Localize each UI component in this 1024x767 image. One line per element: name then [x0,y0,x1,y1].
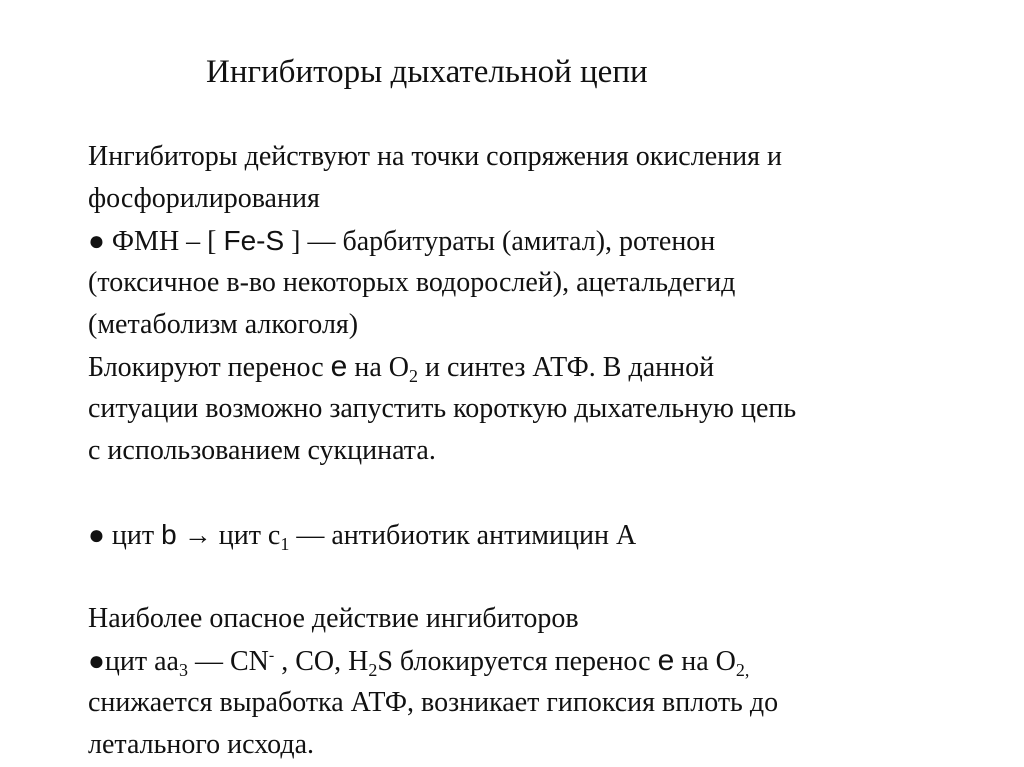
bullet-icon: ● [88,646,105,677]
to-oxygen-text: на О [674,646,736,677]
oxygen-subscript: 2 [408,366,418,386]
cyanide-text: — CN [187,646,269,677]
cyt-c-subscript: 1 [280,534,290,554]
bullet-fmn-line-2: (токсичное в-во некоторых водорослей), ацетальдегид [88,267,736,298]
electron-symbol: е [657,644,675,677]
cyt-c-arrow-text: → цит с [176,520,281,551]
bullet-cytochrome-aa3-line-2: снижается выработка АТФ, возникает гипоксия вплоть до [88,687,779,718]
electron-symbol: е [330,350,348,383]
dangerous-action-heading: Наиболее опасное действие ингибиторов [88,603,579,634]
block-paragraph-line-2: ситуации возможно запустить короткую дыхательную цепь [88,393,797,424]
blocks-transfer-text: S блокируется перенос [377,646,658,677]
fes-text: Fe-S [223,225,285,256]
bullet-fmn-line-3: (метаболизм алкоголя) [88,309,359,340]
block-paragraph-line-3: с использованием сукцината. [88,435,436,466]
slide-title: Ингибиторы дыхательной цепи [206,54,648,90]
block-text-pre: Блокируют перенос [88,352,331,383]
spacer [88,472,998,514]
paragraph-intro-line-2: фосфорилирования [88,183,320,214]
bullet-fmn-line-1 [88,220,998,262]
cyt-aa-text: цит аа [104,646,179,677]
block-paragraph-line-1 [88,346,998,388]
block-text-post: и синтез АТФ. В данной [417,352,715,383]
h2s-subscript: 2 [368,660,378,680]
fmn-text: ФМН – [ [111,226,224,257]
antimycin-text: — антибиотик антимицин А [289,520,637,551]
bullet-icon: ● [88,226,105,257]
slide-body [88,136,998,766]
spacer [88,556,998,598]
aa-subscript: 3 [178,660,188,680]
bullet-cytochrome-aa3-line-3: летального исхода. [88,729,315,760]
bullet-cytochrome-b-line [88,514,998,556]
cyt-b-pre: цит [104,520,162,551]
bullet-cytochrome-aa3-line-1 [88,640,998,682]
fmn-inhibitors-text: ] — барбитураты (амитал), ротенон [284,226,716,257]
co-h2s-text: , CO, H [274,646,369,677]
oxygen-subscript: 2, [735,660,750,680]
block-text-mid: на О [347,352,409,383]
cyt-b-letter: b [161,519,177,550]
cyanide-superscript: - [268,647,275,664]
bullet-icon: ● [88,520,105,551]
paragraph-intro-line-1: Ингибиторы действуют на точки сопряжения окисления и [88,141,782,172]
